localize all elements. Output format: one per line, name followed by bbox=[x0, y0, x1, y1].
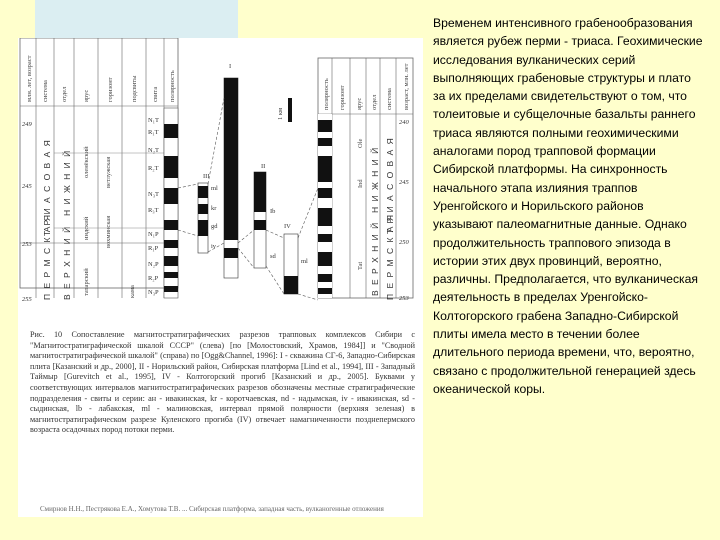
right-header-age: возраст, млн. лет bbox=[403, 63, 410, 110]
left-header-system: система bbox=[42, 80, 49, 102]
section-i-column bbox=[224, 78, 238, 278]
scale-label: 1 км bbox=[277, 107, 284, 120]
left-header-horizon: горизонт bbox=[107, 77, 114, 102]
zone-label: N₁T bbox=[148, 117, 159, 124]
zone-label: N₂T bbox=[148, 147, 159, 154]
left-header-age: млн. лет, возраст bbox=[26, 55, 33, 102]
zone-label: R₂T bbox=[148, 165, 159, 172]
section-iii-label: ml bbox=[211, 185, 218, 192]
magnetostratigraphy-diagram bbox=[18, 38, 423, 517]
zone-label: N₃P bbox=[148, 289, 159, 296]
left-header-subsuite: подсвиты bbox=[131, 75, 138, 102]
section-iii-column bbox=[198, 183, 208, 253]
right-header-system: система bbox=[386, 88, 393, 110]
section-ii-label: sd bbox=[270, 253, 276, 260]
section-label-ii: II bbox=[261, 163, 266, 170]
left-unit-vetluga: ветлужская bbox=[105, 156, 112, 188]
zone-label: R₁P bbox=[148, 245, 159, 252]
age-tick: 255 bbox=[22, 296, 32, 303]
section-iii-label: iv bbox=[211, 243, 217, 250]
zone-label: N₁P bbox=[148, 231, 159, 238]
left-system-triassic: Т Р И А С О В А Я bbox=[42, 138, 52, 236]
section-ii-label: Ib bbox=[270, 208, 276, 215]
age-tick: 249 bbox=[22, 121, 32, 128]
left-header-series: отдел bbox=[61, 86, 68, 102]
right-age-tick: 250 bbox=[399, 239, 409, 246]
figure-footer: Смирнов Н.Н., Пестрякова Е.А., Хомутова Т.В. ... Сибирская платформа, западная часть, вулканогенные отложения bbox=[40, 505, 384, 513]
main-text-block bbox=[433, 14, 705, 398]
age-tick: 245 bbox=[22, 183, 32, 190]
section-iii-label: gd bbox=[211, 223, 218, 230]
left-unit-vokhma: вохминская bbox=[105, 215, 112, 248]
zone-label: R₁T bbox=[148, 129, 159, 136]
zone-labels bbox=[148, 117, 159, 296]
zone-label: R₂P bbox=[148, 275, 159, 282]
right-age-tick: 240 bbox=[399, 119, 409, 126]
section-label-iii: III bbox=[203, 173, 210, 180]
right-system-triassic: Т Р И А С О В А Я bbox=[385, 136, 395, 234]
left-stage-olenekian: индский bbox=[83, 216, 90, 240]
section-label-i: I bbox=[229, 63, 232, 70]
zone-label: N₃T bbox=[148, 191, 159, 198]
main-paragraph: Временем интенсивного грабенообразования является рубеж перми - триаса. Геохимические исследования вулканических серий выполняющих грабеновые структуры и плато за их пределами свидетельствуют о том, что толеитовые и субщелочные базальты раннего триаса являются полными геохимическими аналогами пород трапповой формации Сибирской платформы. На синхронность начального этапа излияния траппов Уренгойского и Норильского районов указывают палеомагнитные данные. Однако продолжительность траппового эпизода в истории этих двух провинций, вероятно, различны. Предполагается, что вулканическая деятельность в пределах Уренгойско-Колтогорского грабена Западно-Сибирской плиты имела место в течении более длительного периода времени, что, вероятно, связано с продолжительной генерацией здесь океанической коры. bbox=[433, 16, 703, 396]
right-header-series: отдел bbox=[371, 94, 378, 110]
section-iv-column bbox=[284, 234, 298, 294]
right-age-tick: 245 bbox=[399, 179, 409, 186]
right-stage-ole: Ole bbox=[357, 138, 364, 148]
right-age-tick: 253 bbox=[399, 295, 409, 302]
left-series-lower: Н И Ж Н И Й bbox=[62, 149, 72, 216]
right-polarity-column bbox=[318, 114, 332, 298]
left-unit-kama: кама bbox=[129, 285, 136, 298]
right-header-polarity: полярность bbox=[323, 78, 330, 110]
zone-label: N₂P bbox=[148, 261, 159, 268]
right-stage-ind: Ind bbox=[357, 179, 364, 188]
scale-bar bbox=[277, 98, 292, 122]
top-color-strip bbox=[35, 0, 238, 38]
left-series-upper: В Е Р Х Н И Й bbox=[62, 225, 72, 300]
age-tick: 253 bbox=[22, 241, 32, 248]
right-stage-tat: Tat bbox=[357, 261, 364, 270]
section-iv-label: ml bbox=[301, 258, 308, 265]
right-header-stage: ярус bbox=[356, 97, 363, 110]
left-stage-tatarian: татарский bbox=[83, 268, 90, 296]
left-polarity-column bbox=[164, 108, 178, 298]
right-series-upper: В Е Р Х Н И Й bbox=[370, 221, 380, 296]
figure-caption bbox=[30, 330, 415, 436]
left-header-polarity: полярность bbox=[169, 70, 176, 102]
section-label-iv: IV bbox=[284, 223, 291, 230]
left-system-permian: П Е Р М С К А Я bbox=[42, 213, 52, 300]
right-series-lower: Н И Ж Н И Й bbox=[370, 146, 380, 213]
left-header-suite: свита bbox=[152, 86, 159, 102]
section-iii-label: kr bbox=[211, 205, 217, 212]
left-stage-induan: оленёкский bbox=[83, 146, 90, 178]
zone-label: R₃T bbox=[148, 207, 159, 214]
figure-caption-text: Рис. 10 Сопоставление магнитостратиграфических разрезов трапповых комплексов Сибири с "Магнитостратиграфической шкалой СССР" (слева) [по [Молостовский, Храмов, 1984]] и "Сводной магнитостратиграфической шкалой" (справа) по [Ogg&Channel, 1996]: I - скважина СГ-6, Западно-Сибирская плита [Казанский и др., 2000], II - Норильский район, Сибирская платформа [Lind et al., 1994], III - Западный Таймыр [Gurevitch et al., 1995], IV - Колтогорский прогиб [Казанский и др., 2005]. Буквами у соответствующих интервалов магнитостратиграфических разрезов обозначены местные стратиграфические подразделения - свиты и серии: ан - ивакинская, kr - коротчаевская, nd - надымская, iv - ивакинская, sd - сыдинская, lb - лабакская, ml - малиновская, интервал прямой полярности (верхняя зеленая) в магнитостратиграфическом разрезе Куленского прогиба (IV) отвечает намагниченности позднепермского возраста осадочных пород потоки перми. bbox=[30, 330, 415, 435]
figure-scan bbox=[18, 38, 423, 517]
section-ii-column bbox=[254, 172, 266, 268]
right-header-horizon: горизонт bbox=[339, 85, 346, 110]
left-header-stage: ярус bbox=[83, 89, 90, 102]
right-system-permian: П Е Р М С К А Я bbox=[385, 213, 395, 300]
